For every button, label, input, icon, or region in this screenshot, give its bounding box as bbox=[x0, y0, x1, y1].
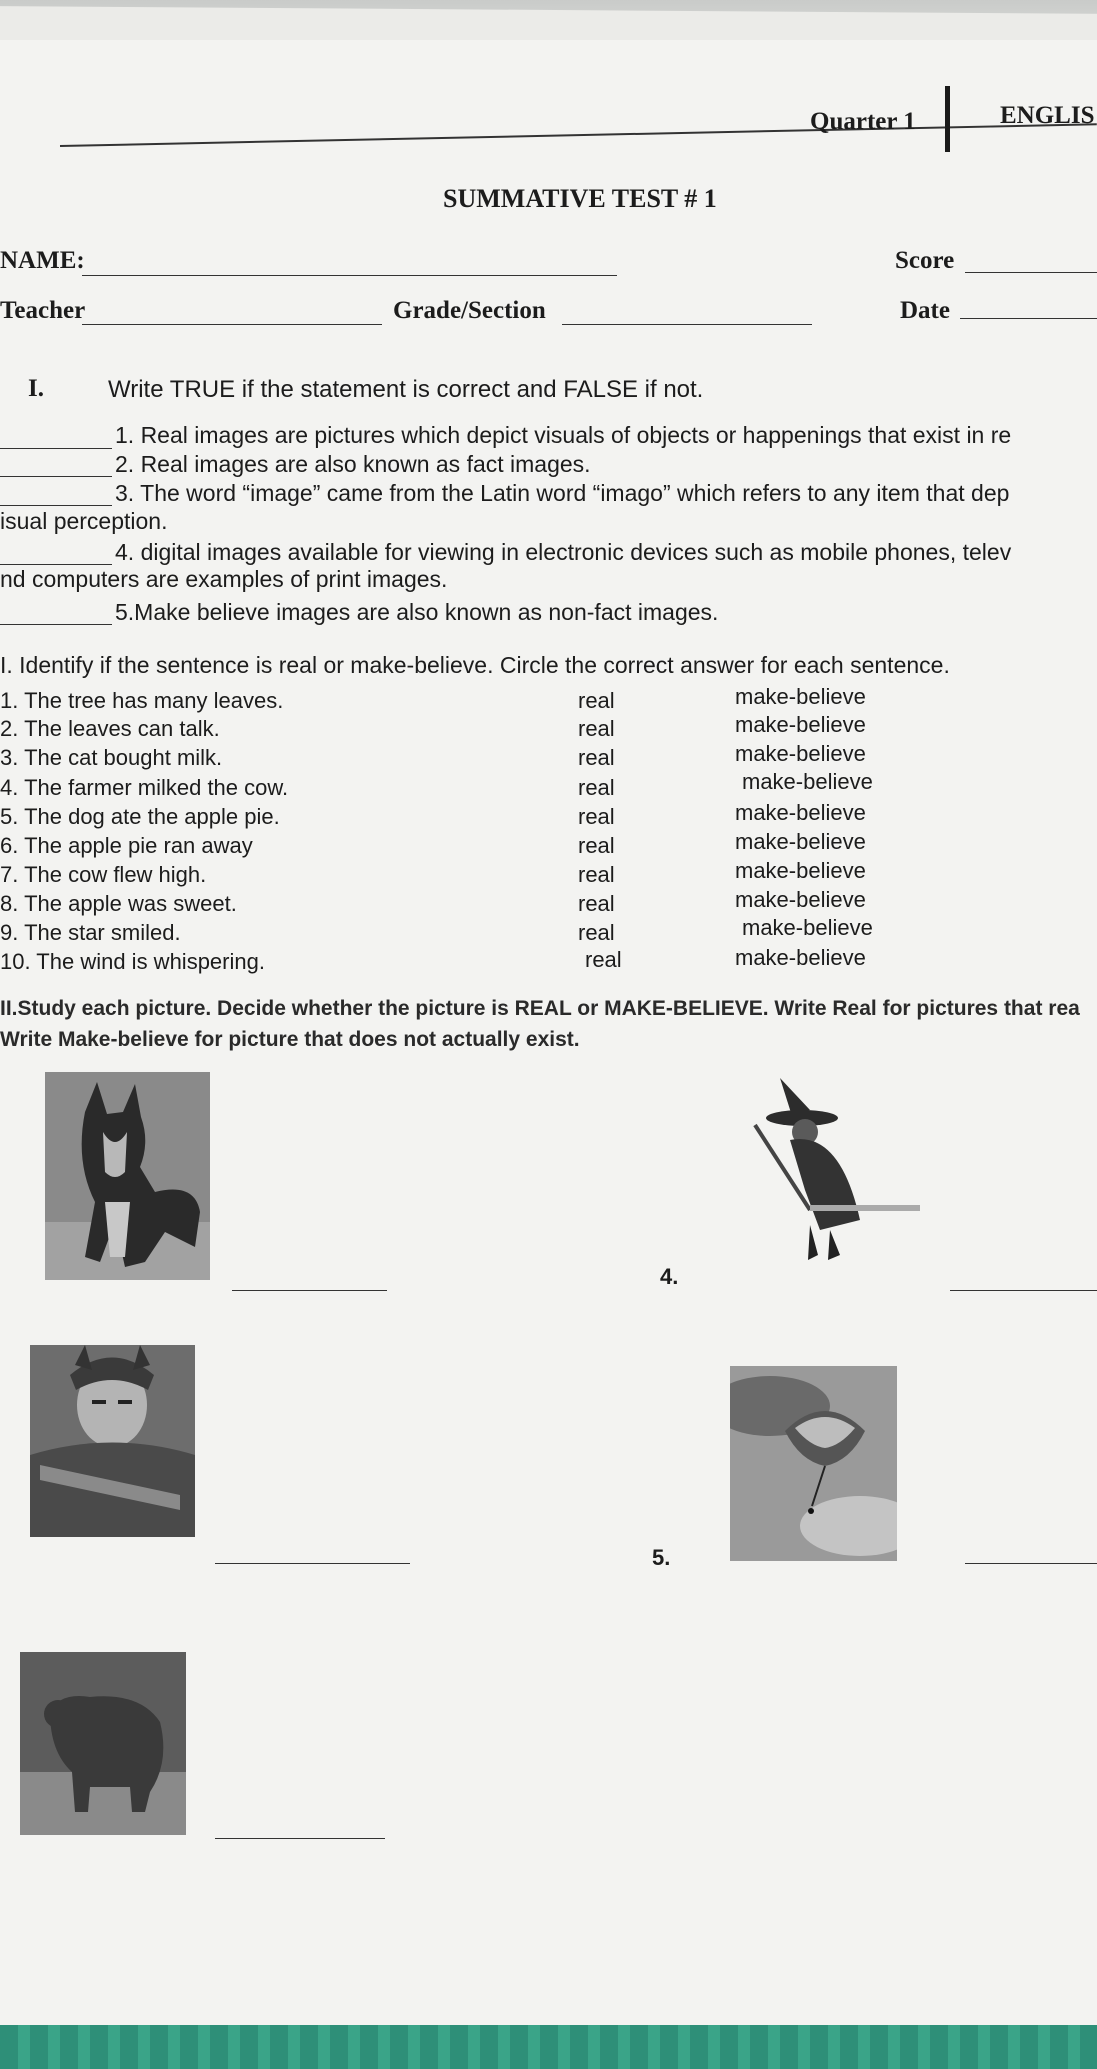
score-label: Score bbox=[895, 247, 955, 274]
sentence-item: 10. The wind is whispering. bbox=[0, 949, 265, 974]
part2-instruction: I. Identify if the sentence is real or make-believe. Circle the correct answer for each sentence. bbox=[0, 652, 950, 678]
sentence-item: 5. The dog ate the apple pie. bbox=[0, 804, 280, 829]
choice-make-believe[interactable]: make-believe bbox=[735, 858, 866, 883]
sentence-item: 3. The cat bought milk. bbox=[0, 745, 223, 770]
picture3-answer-blank[interactable] bbox=[215, 1838, 385, 1839]
picture4-number: 4. bbox=[660, 1264, 679, 1289]
answer-blank-2[interactable] bbox=[0, 476, 112, 477]
quarter-label: Quarter 1 bbox=[810, 108, 916, 135]
tf-item-4: 4. digital images available for viewing in electronic devices such as mobile phones, telev bbox=[115, 539, 1012, 565]
teacher-field[interactable] bbox=[82, 324, 382, 325]
choice-make-believe[interactable]: make-believe bbox=[735, 945, 866, 970]
sentence-item: 8. The apple was sweet. bbox=[0, 891, 237, 916]
sentence-item: 9. The star smiled. bbox=[0, 920, 181, 945]
name-field[interactable] bbox=[82, 275, 617, 276]
sentence-item: 6. The apple pie ran away bbox=[0, 833, 253, 858]
choice-real[interactable]: real bbox=[578, 920, 615, 945]
choice-make-believe[interactable]: make-believe bbox=[742, 915, 873, 940]
choice-make-believe[interactable]: make-believe bbox=[735, 887, 866, 912]
tf-item-4-cont: nd computers are examples of print images. bbox=[0, 566, 448, 592]
score-field[interactable] bbox=[965, 272, 1097, 273]
teacher-label: Teacher bbox=[0, 297, 86, 324]
choice-real[interactable]: real bbox=[578, 891, 615, 916]
answer-blank-4[interactable] bbox=[0, 564, 112, 565]
background-bottom bbox=[0, 2025, 1097, 2069]
choice-make-believe[interactable]: make-believe bbox=[735, 741, 866, 766]
dog-photo bbox=[45, 1072, 210, 1280]
tf-item-3: 3. The word “image” came from the Latin word “imago” which refers to any item that dep bbox=[115, 480, 1010, 506]
choice-make-believe[interactable]: make-believe bbox=[742, 769, 873, 794]
choice-make-believe[interactable]: make-believe bbox=[735, 712, 866, 737]
sentence-item: 2. The leaves can talk. bbox=[0, 716, 220, 741]
choice-real[interactable]: real bbox=[578, 716, 615, 741]
tf-item-5: 5.Make believe images are also known as non-fact images. bbox=[115, 599, 719, 625]
choice-real[interactable]: real bbox=[585, 947, 622, 972]
answer-blank-5[interactable] bbox=[0, 624, 112, 625]
picture2-answer-blank[interactable] bbox=[215, 1563, 410, 1564]
bear-photo bbox=[20, 1652, 186, 1835]
witch-image bbox=[750, 1070, 920, 1270]
sentence-item: 1. The tree has many leaves. bbox=[0, 688, 284, 713]
grade-section-field[interactable] bbox=[562, 324, 812, 325]
choice-real[interactable]: real bbox=[578, 745, 615, 770]
choice-make-believe[interactable]: make-believe bbox=[735, 684, 866, 709]
part3-instruction-line1: II.Study each picture. Decide whether the picture is REAL or MAKE-BELIEVE. Write Real for pictures that rea bbox=[0, 997, 1080, 1020]
choice-make-believe[interactable]: make-believe bbox=[735, 800, 866, 825]
picture4-answer-blank[interactable] bbox=[950, 1290, 1097, 1291]
header-divider bbox=[945, 86, 950, 152]
part3-instruction-line2: Write Make-believe for picture that does not actually exist. bbox=[0, 1028, 580, 1051]
tf-item-2: 2. Real images are also known as fact images. bbox=[115, 451, 591, 477]
answer-blank-3[interactable] bbox=[0, 505, 112, 506]
name-label: NAME: bbox=[0, 247, 85, 274]
test-title: SUMMATIVE TEST # 1 bbox=[443, 184, 717, 213]
sentence-item: 7. The cow flew high. bbox=[0, 862, 207, 887]
choice-make-believe[interactable]: make-believe bbox=[735, 829, 866, 854]
picture1-answer-blank[interactable] bbox=[232, 1290, 387, 1291]
choice-real[interactable]: real bbox=[578, 804, 615, 829]
subject-label: ENGLIS bbox=[1000, 102, 1095, 129]
sentence-item: 4. The farmer milked the cow. bbox=[0, 775, 289, 800]
warrior-woman-photo bbox=[30, 1345, 195, 1537]
tf-item-3-cont: isual perception. bbox=[0, 508, 168, 534]
picture5-number: 5. bbox=[652, 1545, 671, 1570]
part1-number: I. bbox=[28, 375, 44, 402]
choice-real[interactable]: real bbox=[578, 688, 615, 713]
part1-instruction: Write TRUE if the statement is correct and FALSE if not. bbox=[108, 376, 704, 403]
choice-real[interactable]: real bbox=[578, 775, 615, 800]
parachute-photo bbox=[730, 1366, 897, 1561]
picture5-answer-blank[interactable] bbox=[965, 1563, 1097, 1564]
grade-section-label: Grade/Section bbox=[393, 297, 546, 324]
date-field[interactable] bbox=[960, 318, 1097, 319]
tf-item-1: 1. Real images are pictures which depict visuals of objects or happenings that exist in re bbox=[115, 422, 1012, 448]
choice-real[interactable]: real bbox=[578, 833, 615, 858]
choice-real[interactable]: real bbox=[578, 862, 615, 887]
answer-blank-1[interactable] bbox=[0, 448, 112, 449]
date-label: Date bbox=[900, 297, 950, 324]
